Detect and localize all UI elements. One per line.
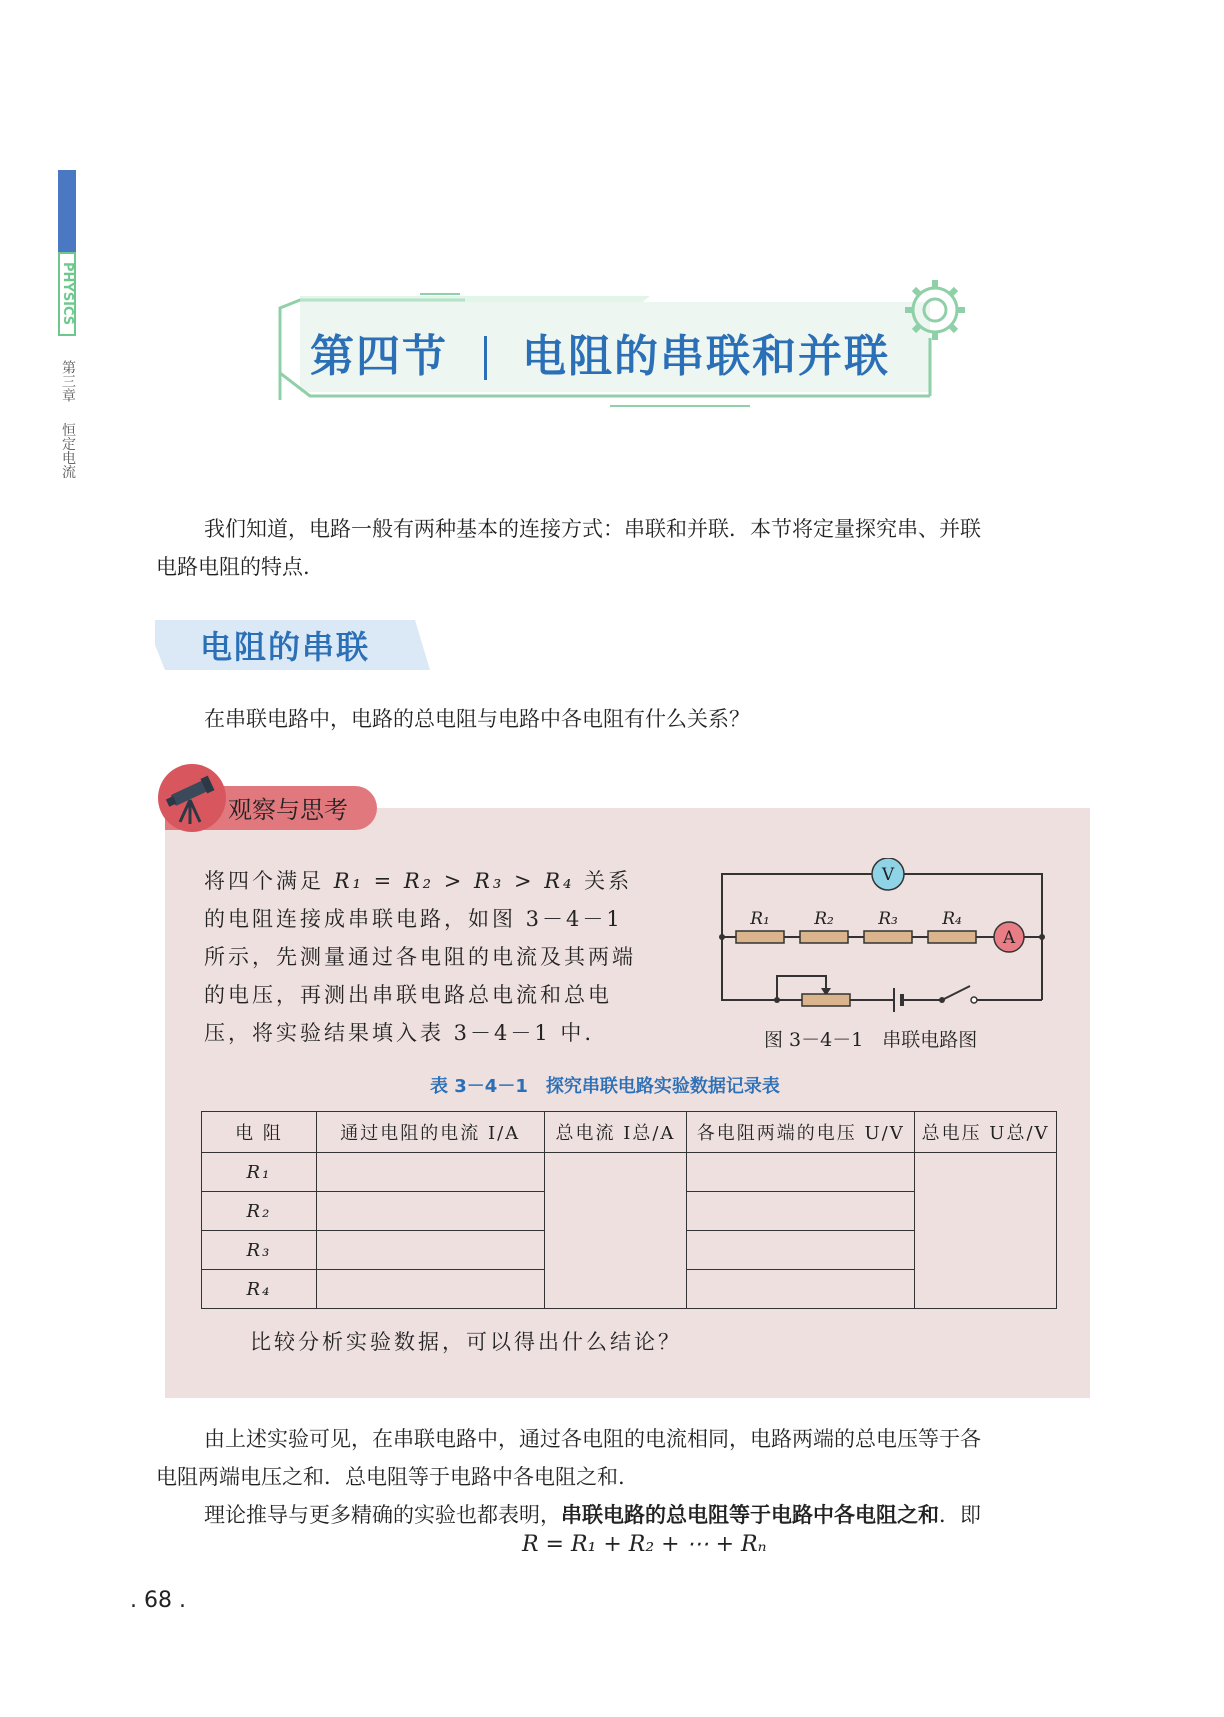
chapter-label xyxy=(60,360,76,479)
table-cell[interactable] xyxy=(687,1231,915,1270)
table-caption: 表 3－4－1 探究串联电路实验数据记录表 xyxy=(430,1076,780,1097)
table-row xyxy=(202,1153,1057,1192)
ammeter-label: A xyxy=(1002,928,1016,948)
row-label: R₂ xyxy=(202,1192,317,1231)
resistor-relation: R₁ = R₂ > R₃ > R₄ xyxy=(333,869,575,893)
row-label: R₃ xyxy=(202,1231,317,1270)
title-divider xyxy=(484,336,487,380)
row-label: R₄ xyxy=(202,1270,317,1309)
result-line-1: 由上述实验可见，在串联电路中，通过各电阻的电流相同，电路两端的总电压等于各 xyxy=(204,1427,981,1451)
result-line-2: 电阻两端电压之和．总电阻等于电路中各电阻之和. xyxy=(156,1465,625,1489)
table-cell[interactable] xyxy=(316,1192,544,1231)
series-circuit-diagram xyxy=(712,858,1062,1018)
resistor-r4 xyxy=(928,931,976,943)
resistor-r3 xyxy=(864,931,912,943)
header-total-current: 总电流 I总/A xyxy=(544,1112,687,1153)
table-cell[interactable] xyxy=(316,1153,544,1192)
rheostat xyxy=(802,994,850,1006)
header-current: 通过电阻的电流 I/A xyxy=(316,1112,544,1153)
switch-contact xyxy=(971,997,977,1003)
observe-label: 观察与思考 xyxy=(228,796,348,824)
row-label: R₁ xyxy=(202,1153,317,1192)
table-cell[interactable] xyxy=(687,1270,915,1309)
r4-label: R₄ xyxy=(942,909,962,929)
resistor-r1 xyxy=(736,931,784,943)
observe-text-a: 将四个满足 xyxy=(204,869,334,893)
section-number: 第四节 xyxy=(310,331,448,382)
figure-caption: 图 3－4－1 串联电路图 xyxy=(764,1029,978,1051)
table-cell[interactable] xyxy=(687,1192,915,1231)
table-cell[interactable] xyxy=(316,1231,544,1270)
header-total-voltage: 总电压 U总/V xyxy=(915,1112,1057,1153)
result-emphasis: 串联电路的总电阻等于电路中各电阻之和 xyxy=(561,1503,939,1527)
table-cell[interactable] xyxy=(316,1270,544,1309)
question-text: 在串联电路中，电路的总电阻与电路中各电阻有什么关系？ xyxy=(204,707,750,731)
page-number: . 68 . xyxy=(130,1588,186,1613)
section-title: 电阻的串联和并联 xyxy=(522,331,890,382)
side-color-bar xyxy=(58,170,76,252)
result-line-3-b: ．即 xyxy=(939,1503,981,1527)
result-line-3 xyxy=(204,1496,981,1534)
observe-text-b: 关系的电阻连接成串联电路，如图 3－4－1 所示，先测量通过各电阻的电流及其两端的电压，再测出串联电路总电流和总电压，将实验结果填入表 3－4－1 中. xyxy=(204,869,636,1045)
table-header-row xyxy=(202,1112,1057,1153)
table-cell[interactable] xyxy=(687,1153,915,1192)
physics-label: PHYSICS xyxy=(58,252,76,336)
intro-line-1: 我们知道，电路一般有两种基本的连接方式：串联和并联．本节将定量探究串、并联 xyxy=(204,517,981,541)
r2-label: R₂ xyxy=(814,909,834,929)
switch-pivot xyxy=(939,997,945,1003)
conclusion-question: 比较分析实验数据，可以得出什么结论？ xyxy=(250,1330,682,1354)
header-voltage: 各电阻两端的电压 U/V xyxy=(687,1112,915,1153)
intro-line-2: 电路电阻的特点. xyxy=(156,555,310,579)
total-current-cell[interactable] xyxy=(544,1153,687,1309)
observe-paragraph xyxy=(204,862,654,1052)
chapter-number: 第三章 xyxy=(60,360,76,402)
voltmeter-label: V xyxy=(881,865,895,885)
resistor-r2 xyxy=(800,931,848,943)
result-line-3-a: 理论推导与更多精确的实验也都表明， xyxy=(204,1503,561,1527)
series-resistance-formula: R = R₁ + R₂ + ⋯ + Rₙ xyxy=(522,1532,767,1557)
header-resistor: 电 阻 xyxy=(202,1112,317,1153)
gear-icon xyxy=(905,280,965,340)
r1-label: R₁ xyxy=(750,909,770,929)
data-table xyxy=(201,1111,1057,1309)
telescope-icon xyxy=(158,764,226,832)
section-heading: 电阻的串联 xyxy=(200,628,371,666)
total-voltage-cell[interactable] xyxy=(915,1153,1057,1309)
chapter-title: 恒定电流 xyxy=(60,422,76,479)
telescope-badge xyxy=(158,764,226,832)
r3-label: R₃ xyxy=(878,909,898,929)
